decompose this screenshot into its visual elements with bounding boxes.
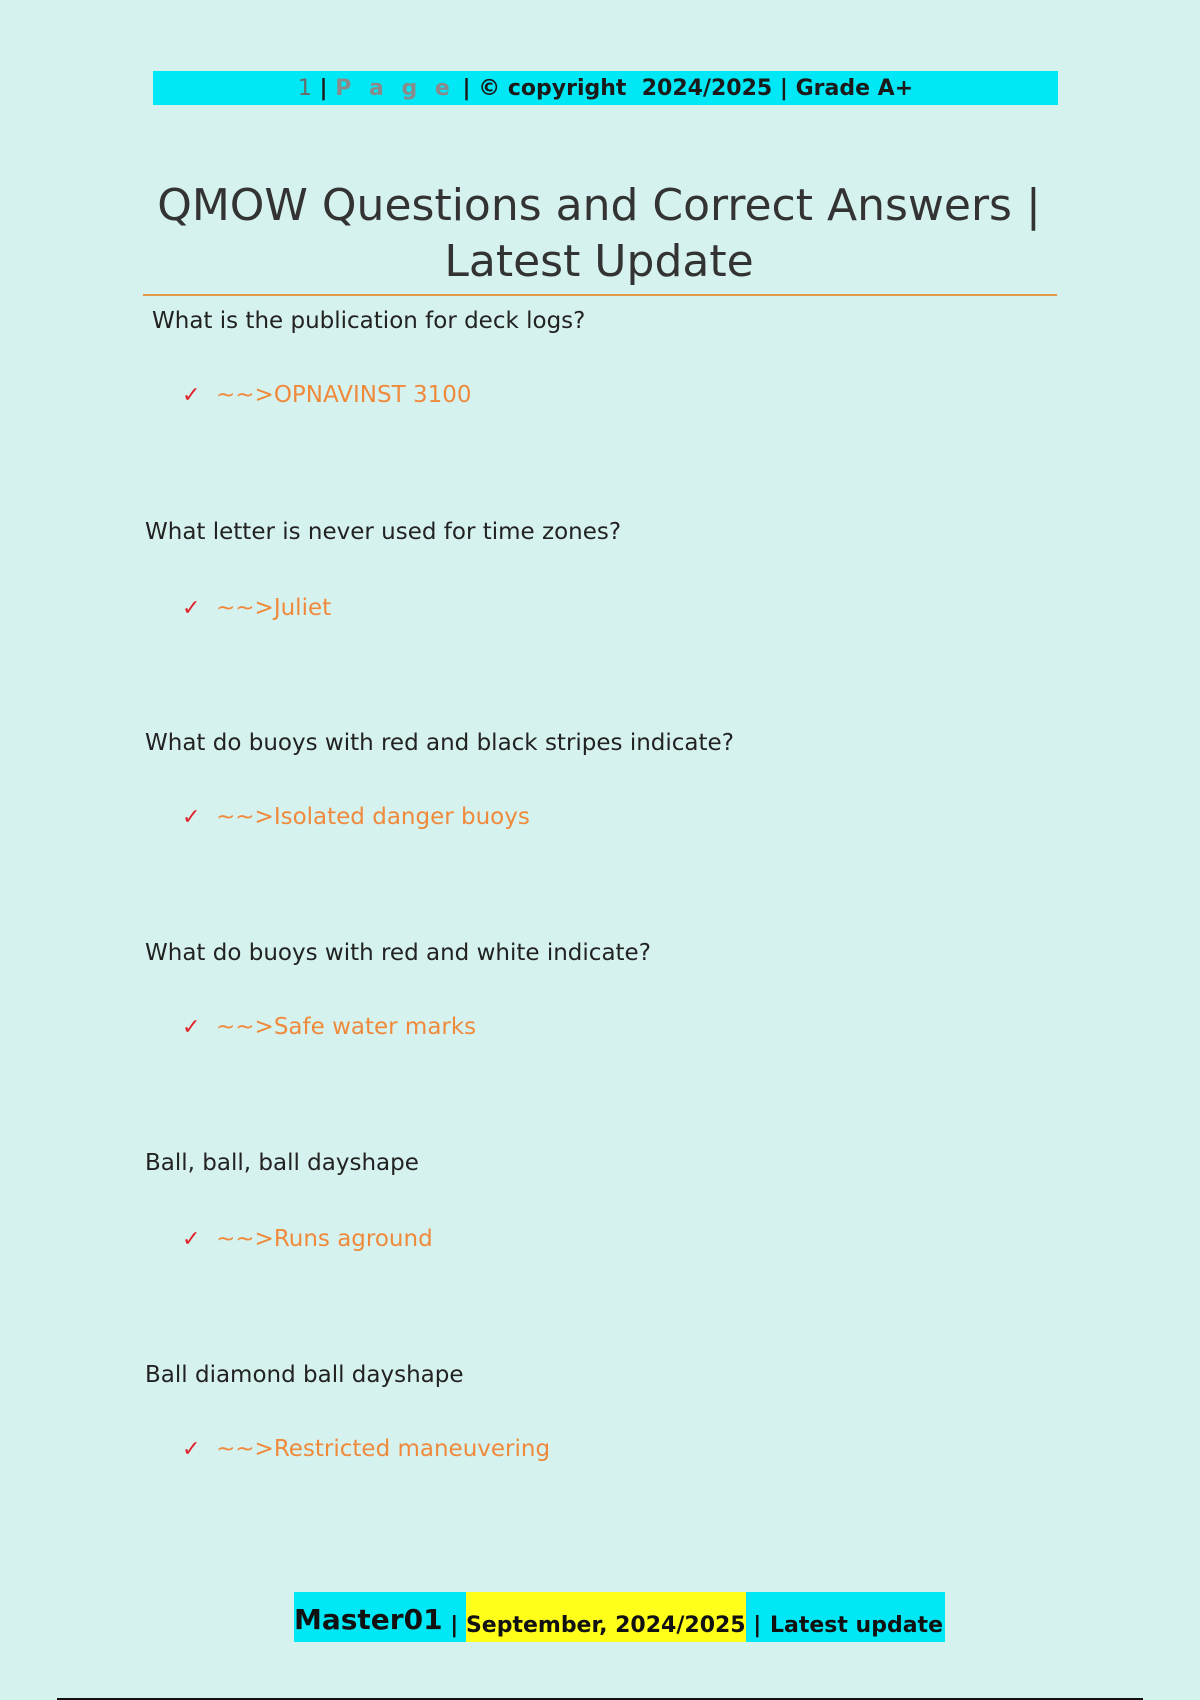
document-title bbox=[143, 178, 1055, 290]
question-text: What is the publication for deck logs? bbox=[152, 308, 586, 334]
answer-text: ~~>Safe water marks bbox=[216, 1014, 477, 1040]
answer-row bbox=[182, 804, 530, 830]
title-divider bbox=[143, 294, 1057, 296]
header-separator: | bbox=[772, 75, 796, 101]
answer-text: ~~>Restricted maneuvering bbox=[216, 1436, 551, 1462]
checkmark-icon: ✓ bbox=[182, 804, 201, 830]
answer-text: ~~>Juliet bbox=[216, 595, 332, 621]
question-text: What letter is never used for time zones? bbox=[145, 519, 622, 545]
header-separator: | bbox=[454, 75, 479, 101]
qa-item bbox=[145, 940, 651, 1040]
answer-text: ~~>Isolated danger buoys bbox=[216, 804, 530, 830]
checkmark-icon: ✓ bbox=[182, 1226, 201, 1252]
page-footer bbox=[294, 1592, 945, 1642]
checkmark-icon: ✓ bbox=[182, 595, 201, 621]
question-text: Ball diamond ball dayshape bbox=[145, 1362, 464, 1388]
checkmark-icon: ✓ bbox=[182, 1014, 201, 1040]
qa-item bbox=[145, 730, 734, 830]
question-text: Ball, ball, ball dayshape bbox=[145, 1150, 419, 1176]
page-word: P a g e bbox=[335, 75, 455, 101]
answer-row bbox=[182, 595, 331, 621]
header-separator: | bbox=[311, 75, 336, 101]
copyright-text: © copyright 2024/2025 bbox=[478, 75, 773, 101]
footer-separator: | bbox=[443, 1592, 466, 1642]
question-text: What do buoys with red and black stripes indicate? bbox=[145, 730, 734, 756]
grade-text: Grade A+ bbox=[795, 75, 914, 101]
footer-separator: | bbox=[746, 1592, 771, 1642]
qa-item bbox=[145, 519, 622, 621]
answer-row bbox=[182, 1014, 476, 1040]
page-number: 1 bbox=[297, 75, 312, 101]
footer-date: September, 2024/2025 bbox=[466, 1592, 746, 1642]
checkmark-icon: ✓ bbox=[182, 1436, 201, 1462]
question-text: What do buoys with red and white indicate? bbox=[145, 940, 651, 966]
latest-update-label: Latest update bbox=[770, 1592, 945, 1642]
answer-text: ~~>Runs aground bbox=[216, 1226, 433, 1252]
title-line-1: QMOW Questions and Correct Answers | bbox=[157, 180, 1041, 231]
qa-item bbox=[152, 308, 586, 408]
page-header-bar bbox=[153, 71, 1058, 105]
answer-row bbox=[182, 1226, 433, 1252]
answer-row bbox=[182, 1436, 550, 1462]
qa-item bbox=[145, 1362, 551, 1462]
checkmark-icon: ✓ bbox=[182, 382, 201, 408]
answer-text: ~~>OPNAVINST 3100 bbox=[216, 382, 472, 408]
qa-item bbox=[145, 1150, 433, 1252]
author-label: Master01 bbox=[294, 1592, 449, 1642]
title-line-2: Latest Update bbox=[444, 236, 754, 287]
answer-row bbox=[182, 382, 471, 408]
